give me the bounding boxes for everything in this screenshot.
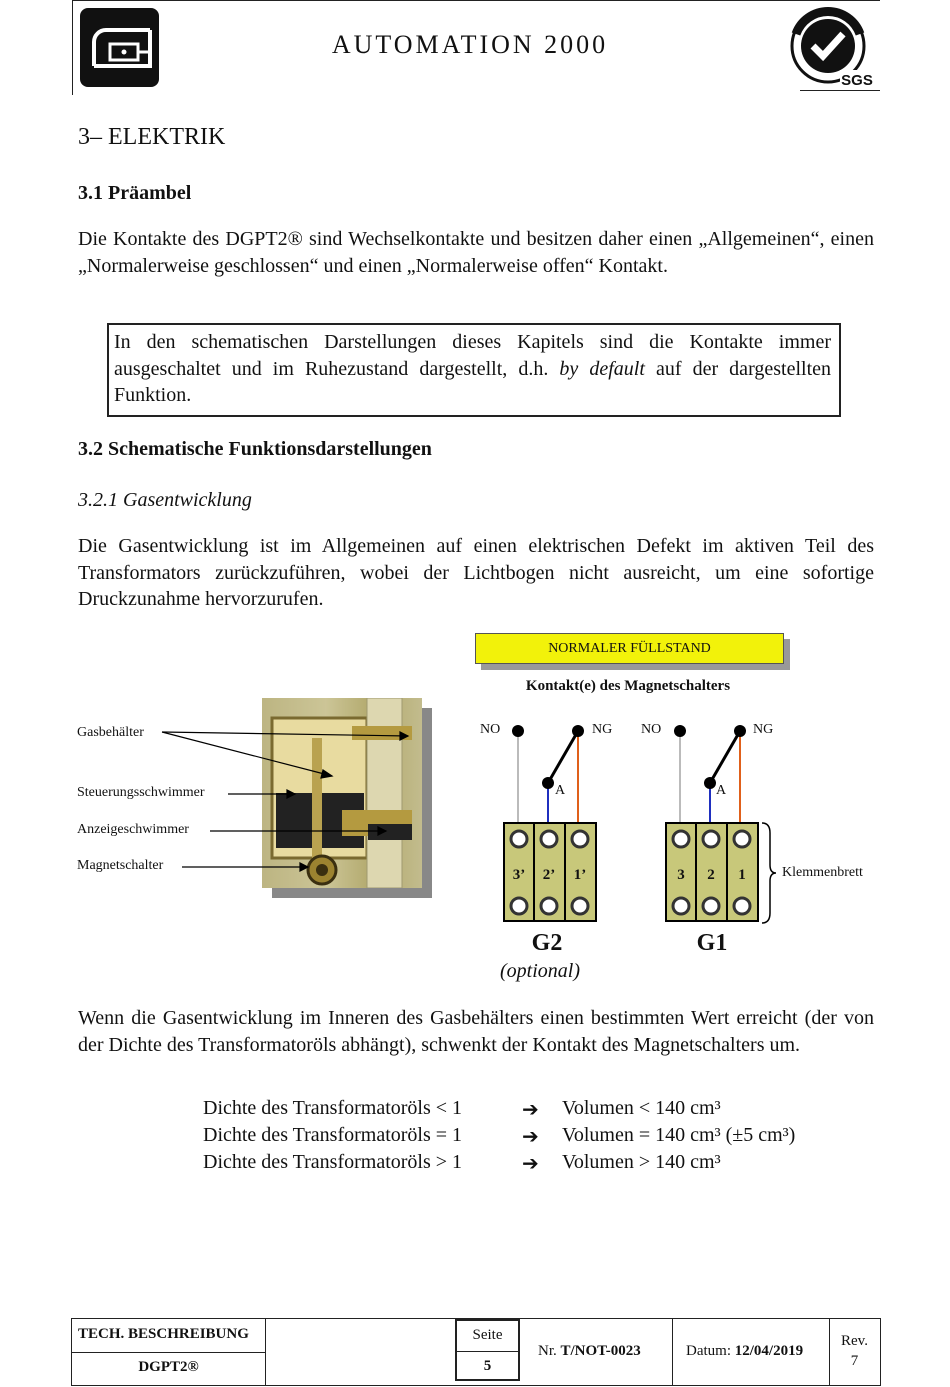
g2-ng-label: NG xyxy=(592,722,613,737)
label-gas-container: Gasbehälter xyxy=(77,725,144,740)
arrow-icon: ➔ xyxy=(522,1153,539,1175)
arrow-icon: ➔ xyxy=(522,1099,539,1121)
pointer-lines xyxy=(150,720,420,880)
switch-paragraph: Wenn die Gasentwicklung im Inneren des Gasbehälters einen bestimmten Wert erreicht (der von der Dichte des Transformatoröls abhängt), schwenkt der Kontakt des Magnetschalters um. xyxy=(78,1007,874,1056)
footer-page-label: Seite xyxy=(472,1327,503,1343)
terminal-g2-3: 3’ xyxy=(512,867,526,883)
footer-nr xyxy=(538,1343,641,1360)
sgs-certification-seal xyxy=(782,4,878,90)
volume-row-3-result: Volumen > 140 cm³ xyxy=(562,1151,721,1173)
header-rule-left xyxy=(72,0,73,95)
company-title: AUTOMATION 2000 xyxy=(331,30,609,59)
volume-row-2-result: Volumen = 140 cm³ (±5 cm³) xyxy=(562,1124,796,1146)
note-text-2: auf der dargestellten Funktion. xyxy=(114,357,832,406)
g2-label: G2 xyxy=(531,930,563,956)
note-text-1: In den schematischen Darstellungen dieses Kapitels sind die Kontakte immer ausgeschaltet und im Ruhezustand dargestellt, d.h. xyxy=(114,331,831,380)
footer-product: DGPT2® xyxy=(138,1359,199,1375)
g1-label: G1 xyxy=(696,930,728,956)
preamble-paragraph: Die Kontakte des DGPT2® sind Wechselkontakte und besitzen daher einen „Allgemeinen“, einen „Normalerweise geschlossen“ und einen „Normalerweise offen“ Kontakt. xyxy=(78,228,874,277)
contacts-title: Kontakt(e) des Magnetschalters xyxy=(525,678,731,694)
header-rule-right xyxy=(800,90,880,91)
svg-text:SGS: SGS xyxy=(841,72,873,89)
label-indicator-float: Anzeigeschwimmer xyxy=(77,822,189,837)
g1-no-label: NO xyxy=(641,722,662,737)
switch-g1 xyxy=(674,725,746,823)
subsection-title-3-1: 3.1 Präambel xyxy=(78,182,192,204)
footer-page-number: 5 xyxy=(483,1358,492,1374)
section-title: 3– ELEKTRIK xyxy=(78,124,226,150)
g2-a-label: A xyxy=(555,783,566,798)
klemmenbrett-label: Klemmenbrett xyxy=(782,865,863,880)
volume-row-1-result: Volumen < 140 cm³ xyxy=(562,1097,721,1119)
label-control-float: Steuerungsschwimmer xyxy=(77,785,205,800)
label-magnetic-switch: Magnetschalter xyxy=(77,858,164,873)
g1-a-label: A xyxy=(716,783,727,798)
terminal-g1-2: 2 xyxy=(707,867,715,883)
subsection-title-3-2: 3.2 Schematische Funktionsdarstellungen xyxy=(78,438,432,460)
note-text-italic: by default xyxy=(559,357,645,380)
footer-date-label: Datum: xyxy=(686,1343,735,1359)
header-rule-top xyxy=(72,0,880,1)
volume-row-3-condition: Dichte des Transformatoröls > 1 xyxy=(203,1151,463,1173)
footer-nr-label: Nr. xyxy=(538,1343,561,1359)
volume-row-1-condition: Dichte des Transformatoröls < 1 xyxy=(203,1097,463,1119)
arrow-icon: ➔ xyxy=(522,1126,539,1148)
footer-rev-value: 7 xyxy=(850,1353,859,1369)
subsection-title-3-2-1: 3.2.1 Gasentwicklung xyxy=(78,489,252,511)
terminal-g2-1: 1’ xyxy=(573,867,587,883)
switch-g2 xyxy=(512,725,584,823)
footer-date xyxy=(686,1343,803,1360)
g2-no-label: NO xyxy=(480,722,501,737)
g2-optional-note: (optional) xyxy=(500,960,580,982)
note-box xyxy=(107,323,841,417)
gas-development-paragraph: Die Gasentwicklung ist im Allgemeinen auf einen elektrischen Defekt im aktiven Teil des Transformators zurückzuführen, wobei der Lichtbogen nicht ausreicht, um eine sofortige Druckzunahme hervorzurufen. xyxy=(78,535,874,610)
terminal-g1-1: 1 xyxy=(738,867,746,883)
company-logo xyxy=(80,8,159,87)
state-banner: NORMALER FÜLLSTAND xyxy=(475,633,784,664)
footer-table xyxy=(71,1318,881,1386)
terminal-g2-2: 2’ xyxy=(542,867,556,883)
terminal-g1-3: 3 xyxy=(677,867,685,883)
footer-doc-type: TECH. BESCHREIBUNG xyxy=(78,1326,249,1342)
klemmenbrett-brace xyxy=(762,823,776,923)
footer-date-value: 12/04/2019 xyxy=(734,1343,804,1359)
switch-schematic xyxy=(470,715,890,935)
footer-nr-value: T/NOT-0023 xyxy=(560,1343,641,1359)
volume-row-2-condition: Dichte des Transformatoröls = 1 xyxy=(203,1124,463,1146)
g1-ng-label: NG xyxy=(753,722,774,737)
footer-rev-label: Rev. xyxy=(841,1333,868,1349)
